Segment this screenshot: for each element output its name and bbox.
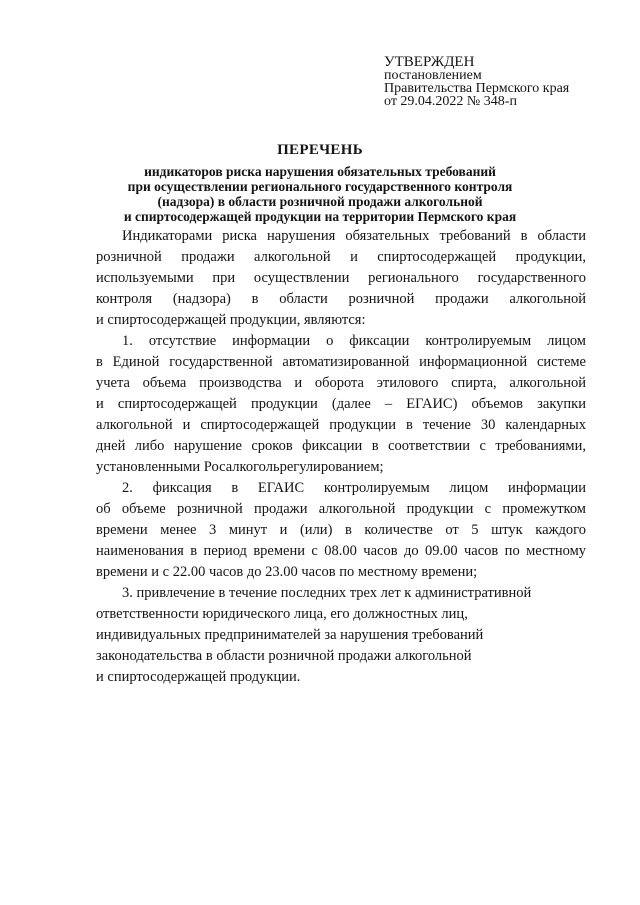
- paragraph-line: ответственности юридического лица, его должностных лиц,: [96, 606, 468, 622]
- paragraph-line: розничной продажи алкогольной и спиртосодержащей продукции,: [96, 249, 586, 265]
- paragraph-line: и спиртосодержащей продукции, являются:: [96, 312, 366, 328]
- subtitle-line: при осуществлении регионального государственного контроля: [127, 179, 513, 194]
- paragraph-line: и спиртосодержащей продукции.: [96, 669, 301, 685]
- paragraph-line: 3. привлечение в течение последних трех лет к административной: [122, 585, 532, 601]
- paragraph-line: алкогольной и спиртосодержащей продукции в течение 30 календарных: [96, 417, 586, 433]
- paragraph-line: об объеме розничной продажи алкогольной продукции с промежутком: [96, 501, 586, 517]
- paragraph-line: в Единой государственной автоматизированной информационной системе: [96, 354, 586, 370]
- paragraph-line: контроля (надзора) в области розничной продажи алкогольной: [96, 291, 586, 307]
- document-subtitle: [0, 164, 640, 224]
- approval-line: Правительства Пермского края: [384, 81, 570, 96]
- paragraph-line: 1. отсутствие информации о фиксации контролируемым лицом: [122, 333, 586, 349]
- paragraph-line: используемыми при осуществлении регионального государственного: [96, 270, 586, 286]
- approval-line: от 29.04.2022 № 348-п: [384, 94, 517, 109]
- document-body: [96, 226, 586, 688]
- subtitle-line: и спиртосодержащей продукции на территории Пермского края: [123, 209, 517, 224]
- paragraph-line: законодательства в области розничной продажи алкогольной: [96, 648, 472, 664]
- paragraph-line: дней либо нарушение сроков фиксации в соответствии с требованиями,: [96, 438, 586, 454]
- approval-heading: УТВЕРЖДЕН: [384, 54, 475, 70]
- approval-stamp: [384, 56, 569, 108]
- paragraph: [96, 226, 586, 331]
- paragraph-line: установленными Росалкогольрегулированием;: [96, 459, 384, 475]
- paragraph: [96, 478, 586, 583]
- subtitle-line: индикаторов риска нарушения обязательных требований: [144, 164, 496, 179]
- paragraph-line: наименования в период времени с 08.00 часов до 09.00 часов по местному: [96, 543, 586, 559]
- paragraph: [96, 331, 586, 478]
- paragraph-line: Индикаторами риска нарушения обязательных требований в области: [122, 228, 586, 244]
- paragraph: [96, 583, 586, 688]
- document-title: ПЕРЕЧЕНЬ: [277, 142, 363, 158]
- paragraph-line: 2. фиксация в ЕГАИС контролируемым лицом информации: [122, 480, 586, 496]
- document-header: [0, 142, 640, 224]
- paragraph-line: времени менее 3 минут и (или) в количестве от 5 штук каждого: [96, 522, 586, 538]
- subtitle-line: (надзора) в области розничной продажи алкогольной: [157, 194, 483, 209]
- approval-line: постановлением: [384, 68, 482, 83]
- paragraph-line: индивидуальных предпринимателей за нарушения требований: [96, 627, 484, 643]
- paragraph-line: времени и с 22.00 часов до 23.00 часов по местному времени;: [96, 564, 478, 580]
- paragraph-line: учета объема производства и оборота этилового спирта, алкогольной: [96, 375, 586, 391]
- paragraph-line: и спиртосодержащей продукции (далее – ЕГАИС) объемов закупки: [96, 396, 586, 412]
